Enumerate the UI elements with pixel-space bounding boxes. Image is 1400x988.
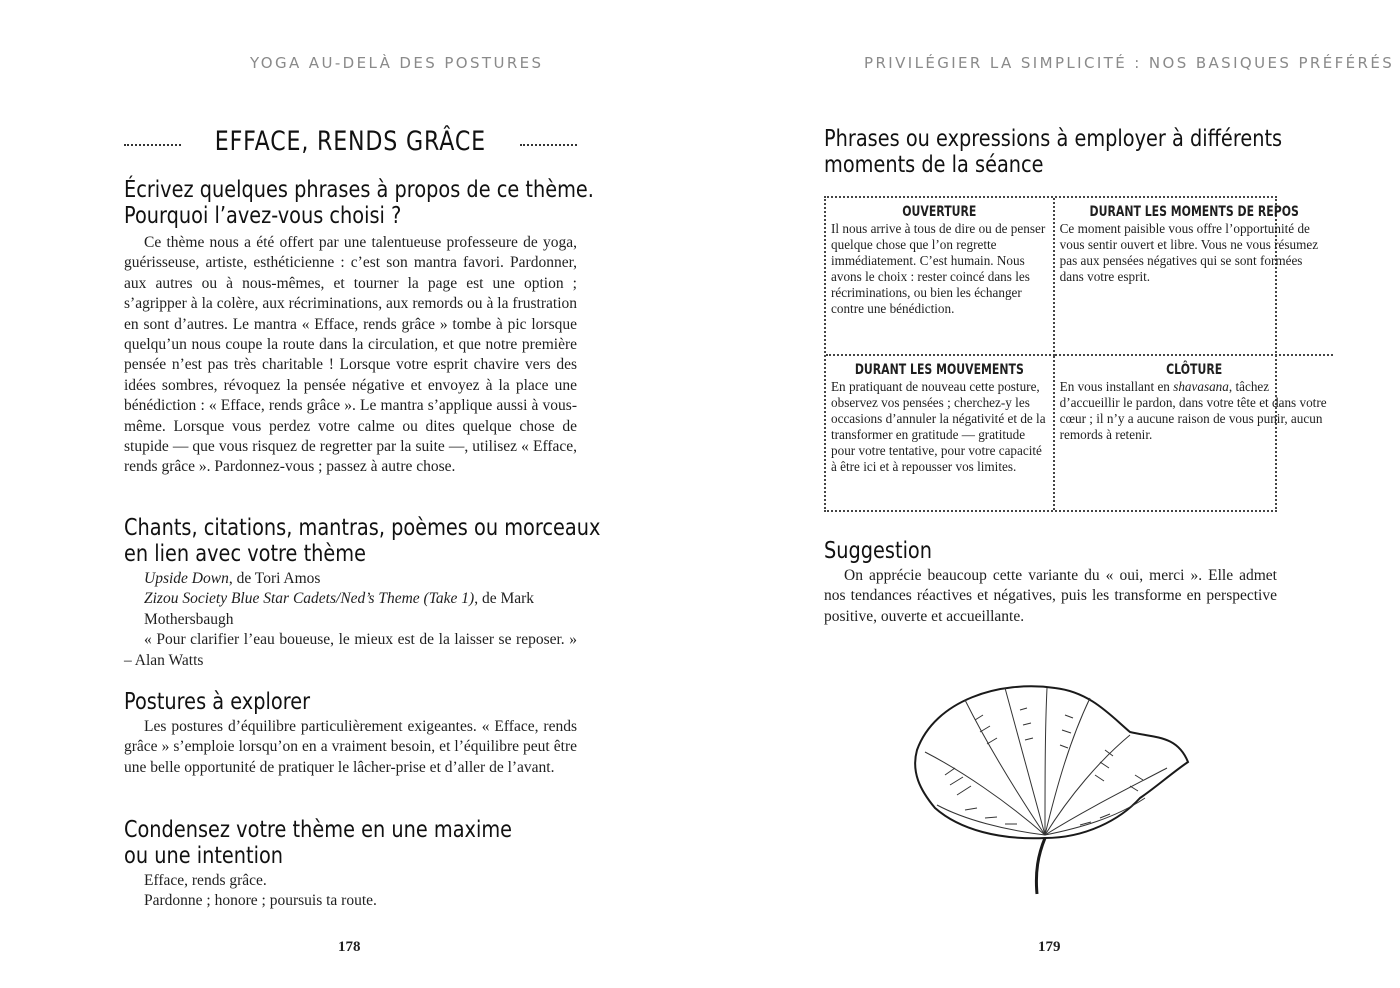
song-item: Upside Down, de Tori Amos xyxy=(144,570,321,587)
cell-text: En vous installant en shavasana, tâchez d’accueillir le pardon, dans votre tête et dans votre cœur ; il n’y a aucune raison de vous punir, aucun remords à retenir. xyxy=(1059,379,1327,442)
running-head-right: PRIVILÉGIER LA SIMPLICITÉ : NOS BASIQUES PRÉFÉRÉS xyxy=(864,54,1395,72)
cell-title: CLÔTURE xyxy=(1165,362,1222,378)
section-heading-theme: Écrivez quelques phrases à propos de ce thème. Pourquoi l’avez-vous choisi ? xyxy=(124,177,594,229)
section-heading-maxim: Condensez votre thème en une maxime ou une intention xyxy=(124,817,513,869)
section-heading-postures: Postures à explorer xyxy=(124,689,311,715)
maxim-lines xyxy=(124,871,577,912)
title-dotted-leader-left xyxy=(124,144,181,146)
grid-cell-opening xyxy=(826,198,1055,356)
suggestion-heading: Suggestion xyxy=(824,538,933,564)
cell-text: Ce moment paisible vous offre l’opportunité de vous sentir ouvert et libre. Vous ne vous résumez pas aux pensées négatives qui se sont formées dans votre esprit. xyxy=(1059,221,1319,284)
grid-heading: Phrases ou expressions à employer à différents moments de la séance xyxy=(824,126,1283,178)
quote-alan-watts: « Pour clarifier l’eau boueuse, le mieux est de la laisser se reposer. » – Alan Watts xyxy=(124,631,577,669)
running-head-left: YOGA AU-DELÀ DES POSTURES xyxy=(250,54,544,72)
section-heading-songs: Chants, citations, mantras, poèmes ou morceaux en lien avec votre thème xyxy=(124,515,601,567)
songs-list xyxy=(124,569,577,671)
grid-cell-closing xyxy=(1055,356,1333,510)
suggestion-paragraph: On apprécie beaucoup cette variante du « oui, merci ». Elle admet nos tendances réactives et négatives, puis les transforme en perspective positive, ouverte et accueillante. xyxy=(824,567,1277,625)
grid-cell-rest xyxy=(1055,198,1333,356)
chapter-title: EFFACE, RENDS GRÂCE xyxy=(214,126,487,157)
cell-title: DURANT LES MOMENTS DE REPOS xyxy=(1089,204,1299,220)
cell-title: OUVERTURE xyxy=(902,204,977,220)
page-number-left: 178 xyxy=(338,939,361,955)
lotus-leaf-illustration xyxy=(905,680,1195,896)
maxim-line: Pardonne ; honore ; poursuis ta route. xyxy=(144,892,377,910)
grid-cell-movement xyxy=(826,356,1055,510)
title-dotted-leader-right xyxy=(520,144,577,146)
chapter-title-row xyxy=(124,126,577,157)
cell-text: Il nous arrive à tous de dire ou de penser quelque chose que l’on regrette immédiatement. C’est humain. Nous avons le choix : rester coincé dans les récriminations, ou bien les échanger contre une bénédiction. xyxy=(831,221,1046,316)
cell-title: DURANT LES MOUVEMENTS xyxy=(854,362,1024,378)
maxim-line: Efface, rends grâce. xyxy=(144,872,267,889)
page-number-right: 179 xyxy=(1038,939,1061,955)
song-item: Zizou Society Blue Star Cadets/Ned’s Theme (Take 1), de Mark Mothersbaugh xyxy=(144,590,535,628)
phrases-grid xyxy=(824,196,1327,512)
postures-paragraph: Les postures d’équilibre particulièrement exigeantes. « Efface, rends grâce » s’emploie lorsqu’on en a vraiment besoin, et l’équilibre peut être une belle opportunité de pratiquer le lâcher-prise et d’aller de l’avant. xyxy=(124,718,577,776)
theme-paragraph: Ce thème nous a été offert par une talentueuse professeure de yoga, guérisseuse, artiste, esthéticienne : c’est son mantra favori. Pardonner, aux autres ou à nous-mêmes, et tourner la page est une option ; s’agripper à la colère, aux récriminations, aux remords ou à la frustration en sont d’autres. Le mantra « Efface, rends grâce » tombe à pic lorsque quelqu’un nous coupe la route dans la circulation, et que notre première pensée n’est pas très charitable ! Lorsque votre esprit chavire vers des idées sombres, révoquez la pensée négative et envoyez à la place une bénédiction : « Efface, rends grâce ». Le mantra s’applique aussi à vous-même. Lorsque vous perdez votre calme ou dites quelque chose de stupide — que vous risquez de regretter par la suite —, utilisez « Efface, rends grâce ». Pardonnez-vous ; passez à autre chose. xyxy=(124,234,577,476)
cell-text: En pratiquant de nouveau cette posture, observez vos pensées ; cherchez-y les occasions d’annuler la négativité et de la transformer en gratitude — gratitude pour votre tentative, pour votre capacité à être ici et à repousser vos limites. xyxy=(831,379,1046,474)
